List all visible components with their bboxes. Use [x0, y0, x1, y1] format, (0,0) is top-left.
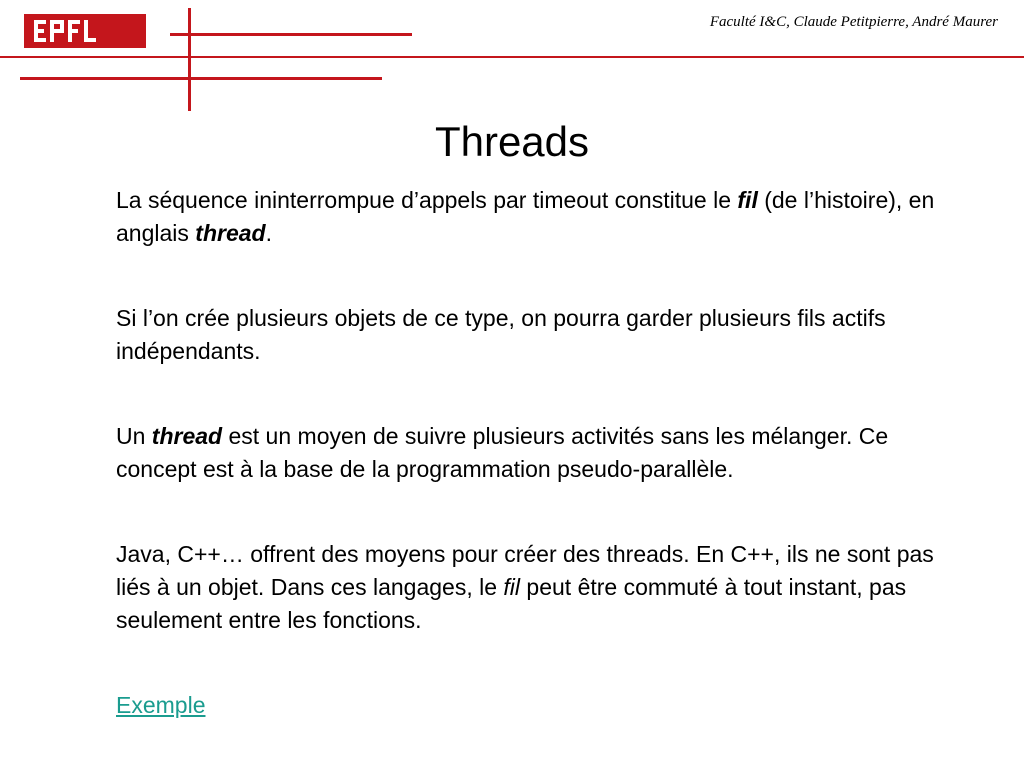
slide-title: Threads — [434, 118, 590, 165]
paragraph-4-term-fil: fil — [503, 574, 521, 600]
paragraph-1-text-c: . — [265, 220, 272, 246]
decor-line-full — [0, 56, 1024, 58]
decor-line-vertical — [188, 8, 191, 111]
paragraph-1-term-fil: fil — [737, 187, 758, 213]
paragraph-3 — [116, 420, 966, 486]
header-credit: Faculté I&C, Claude Petitpierre, André Maurer — [709, 14, 998, 30]
epfl-logo-icon — [24, 14, 146, 48]
link-paragraph — [116, 689, 966, 722]
paragraph-2-text: Si l’on crée plusieurs objets de ce type, on pourra garder plusieurs fils actifs indépendants. — [116, 305, 886, 364]
paragraph-2 — [116, 302, 966, 368]
paragraph-3-text-a: Un — [116, 423, 152, 449]
example-link[interactable]: Exemple — [116, 692, 206, 718]
paragraph-4-text-a: Java, C++… offrent des moyens pour créer des threads. En C++, ils ne sont pas liés à un objet. Dans ces langages, le — [116, 541, 934, 600]
paragraph-1-text-a: La séquence ininterrompue d’appels par timeout constitue le — [116, 187, 738, 213]
paragraph-4 — [116, 538, 966, 637]
epfl-logo — [24, 14, 146, 48]
paragraph-1-text-b: (de l’histoire), en anglais — [116, 187, 935, 246]
paragraph-1-term-thread: thread — [195, 220, 266, 246]
slide-body — [116, 184, 966, 722]
decor-line-top — [170, 33, 412, 36]
paragraph-1 — [116, 184, 966, 250]
paragraph-3-text-b: est un moyen de suivre plusieurs activités sans les mélanger. Ce concept est à la base de la programmation pseudo-parallèle. — [116, 423, 889, 482]
paragraph-4-text-b: peut être commuté à tout instant, pas seulement entre les fonctions. — [116, 574, 907, 633]
decor-line-bottom — [20, 77, 382, 80]
paragraph-3-term-thread: thread — [151, 423, 223, 449]
